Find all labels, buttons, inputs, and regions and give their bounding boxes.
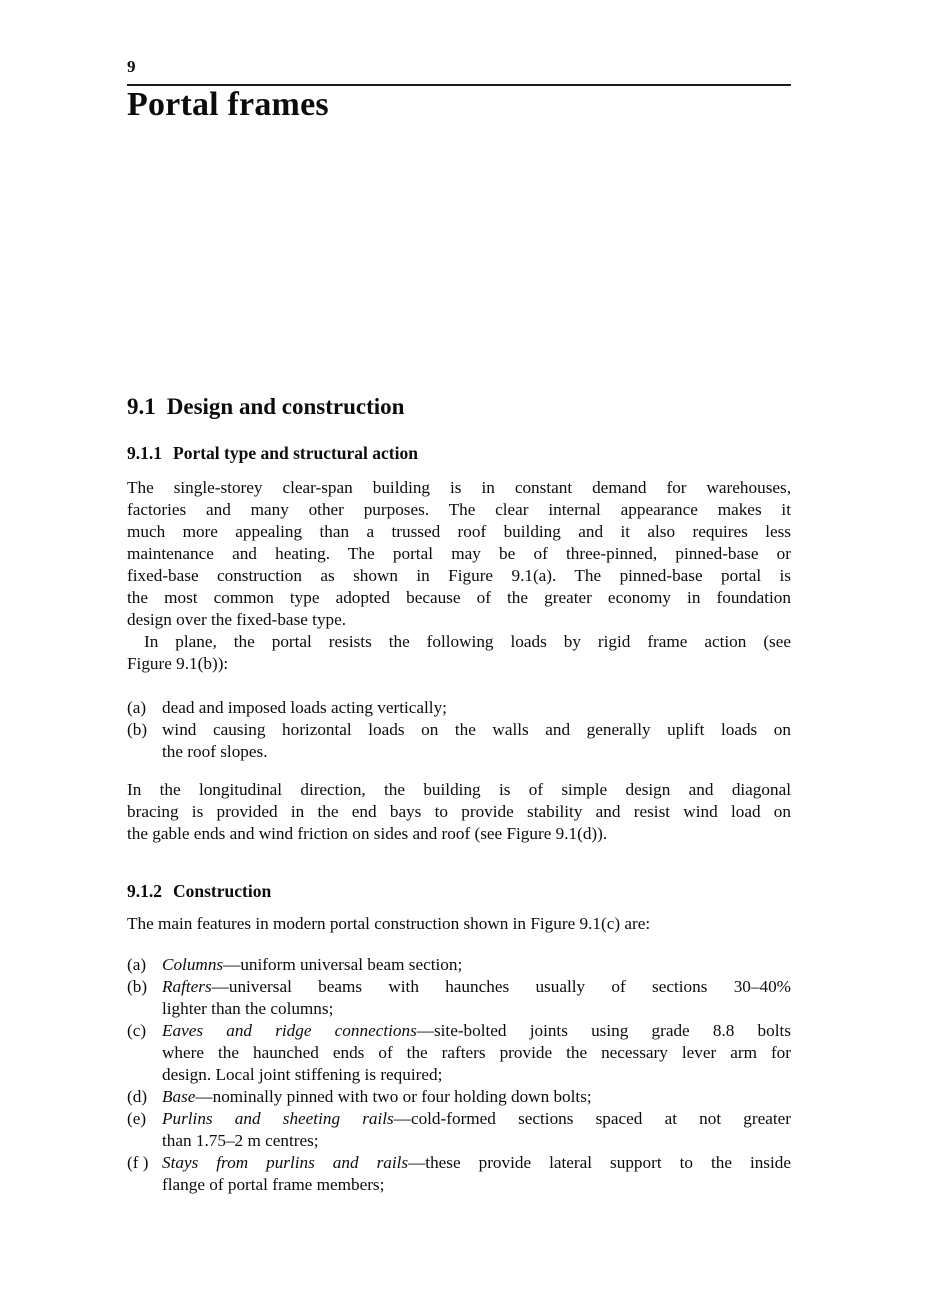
list-item-term: Eaves and ridge connections xyxy=(162,1021,417,1040)
list-item-label: (a) xyxy=(127,955,147,974)
section-number: 9.1 xyxy=(127,394,156,419)
list-item-label: (a) xyxy=(127,698,147,717)
list-item-continuation: where the haunched ends of the rafters provide the necessary lever arm for design. Local joint stiffening is required; xyxy=(162,1043,791,1084)
subsection-number: 9.1.1 xyxy=(127,443,162,463)
list-item-text: —site-bolted joints using grade 8.8 bolts xyxy=(416,1021,791,1040)
list-item-term: Stays from purlins and rails xyxy=(162,1153,409,1172)
list-item-term: Purlins and sheeting rails xyxy=(162,1109,394,1128)
list-item-term: Columns xyxy=(162,955,224,974)
list-item xyxy=(127,976,791,1020)
list-item xyxy=(127,1152,791,1196)
list-item-label: (c) xyxy=(127,1021,147,1040)
subsection-heading-9-1-2 xyxy=(127,881,791,902)
list-item-label: (b) xyxy=(127,720,148,739)
chapter-number: 9 xyxy=(127,57,136,76)
list-item-label: (b) xyxy=(127,977,148,996)
list-item-label: (f ) xyxy=(127,1153,149,1172)
list-item-term: Base xyxy=(162,1087,196,1106)
section-heading-9-1 xyxy=(127,393,791,420)
section-title: Design and construction xyxy=(166,394,405,419)
list-item-text: wind causing horizontal loads on the walls and generally uplift loads on xyxy=(162,720,791,739)
subsection-title: Portal type and structural action xyxy=(173,443,418,463)
list-item-text: —uniform universal beam section; xyxy=(223,955,463,974)
paragraph-in-plane-loads: In plane, the portal resists the following loads by rigid frame action (see Figure 9.1(b)): xyxy=(127,632,791,673)
list-item-continuation: than 1.75–2 m centres; xyxy=(162,1131,319,1150)
subsection-title: Construction xyxy=(173,881,272,901)
list-item-term: Rafters xyxy=(162,977,212,996)
list-item xyxy=(127,697,791,719)
subsection-number: 9.1.2 xyxy=(127,881,162,901)
list-item-text: —nominally pinned with two or four holding down bolts; xyxy=(195,1087,592,1106)
list-item-continuation: flange of portal frame members; xyxy=(162,1175,385,1194)
list-item-continuation: lighter than the columns; xyxy=(162,999,334,1018)
list-item-text: —universal beams with haunches usually of sections 30–40% xyxy=(211,977,791,996)
subsection-heading-9-1-1 xyxy=(127,443,791,464)
list-item xyxy=(127,719,791,763)
list-item-continuation: the roof slopes. xyxy=(162,742,268,761)
list-item-label: (e) xyxy=(127,1109,147,1128)
list-item-text: —cold-formed sections spaced at not greater xyxy=(393,1109,791,1128)
list-construction-features xyxy=(127,954,791,1196)
paragraph-portal-types: The single-storey clear-span building is in constant demand for warehouses, factories and many other purposes. The clear internal appearance makes it much more appealing than a trussed roof building and it also requires less maintenance and heating. The portal may be of three-pinned, pinned-base or fixed-base construction as shown in Figure 9.1(a). The pinned-base portal is the most common type adopted because of the greater economy in foundation design over the fixed-base type. xyxy=(127,478,791,629)
list-item-text: dead and imposed loads acting vertically; xyxy=(162,698,447,717)
list-item xyxy=(127,1020,791,1086)
paragraph-main-features: The main features in modern portal construction shown in Figure 9.1(c) are: xyxy=(127,914,651,933)
paragraph-longitudinal: In the longitudinal direction, the building is of simple design and diagonal bracing is provided in the end bays to provide stability and resist wind load on the gable ends and wind friction on sides and roof (see Figure 9.1(d)). xyxy=(127,780,791,843)
list-structural-loads xyxy=(127,697,791,763)
list-item-label: (d) xyxy=(127,1087,148,1106)
list-item-text: —these provide lateral support to the inside xyxy=(408,1153,791,1172)
list-item xyxy=(127,954,791,976)
chapter-title: Portal frames xyxy=(127,86,329,123)
list-item xyxy=(127,1086,791,1108)
list-item xyxy=(127,1108,791,1152)
